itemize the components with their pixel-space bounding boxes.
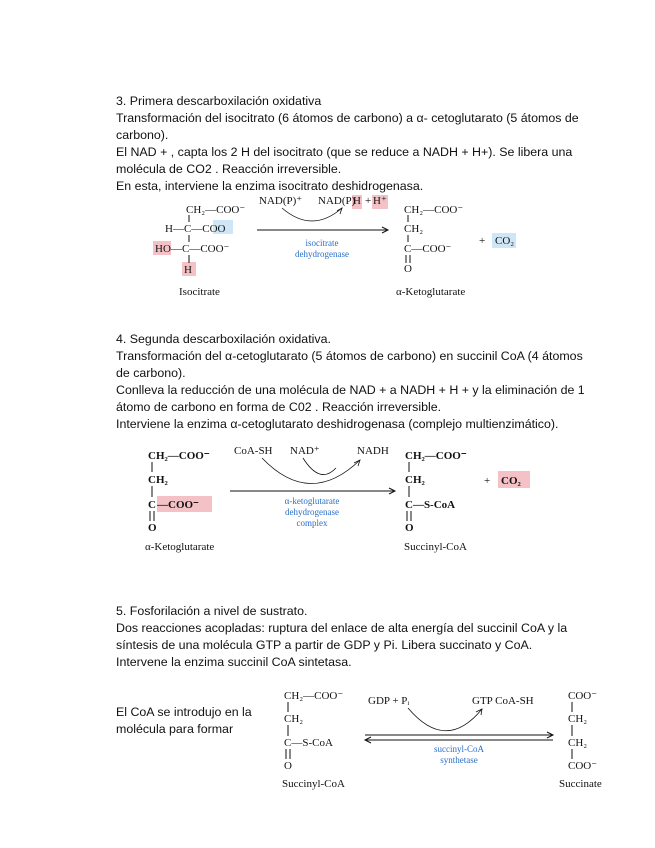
succinyl-coa-label: Succinyl-CoA [404, 541, 467, 553]
ketoglutarate-label: α-Ketoglutarate [145, 541, 215, 553]
cofactor-arc [408, 708, 482, 731]
section-4-title: 4. Segunda descarboxilación oxidativa. [116, 332, 331, 346]
arrow-head-icon [337, 208, 342, 214]
ketoglutarate-label: α-Ketoglutarate [396, 286, 466, 298]
co2-product: CO₂ [495, 235, 515, 247]
section-5-text [116, 603, 586, 671]
ketoglutarate-line-2: CH₂ [404, 223, 424, 235]
cofactor-out-a: NAD(P) [318, 195, 356, 207]
isocitrate-reaction-diagram [0, 190, 655, 305]
succinyl-coa-line-2: CH₂ [284, 713, 304, 725]
ketoglutarate-reaction-diagram [0, 440, 655, 560]
succinate-label: Succinate [559, 778, 602, 790]
cofactor-in: NAD(P)⁺ [259, 195, 303, 207]
cofactor-plus: + [365, 195, 372, 207]
section-3-title: 3. Primera descarboxilación oxidativa [116, 94, 322, 108]
succinyl-coa-line-4: O [405, 522, 414, 534]
succinate-line-1: COO⁻ [568, 690, 598, 702]
cofactor-arc [282, 208, 342, 221]
cofactor-arc [303, 458, 336, 475]
isocitrate-line-1: CH₂—COO⁻ [186, 204, 246, 216]
cofactor-in: GDP + Pᵢ [368, 695, 410, 707]
ketoglutarate-line-3b: —COO⁻ [157, 499, 199, 511]
ketoglutarate-line-1: CH₂—COO⁻ [148, 450, 210, 462]
enzyme-name-2: dehydrogenase [285, 507, 339, 517]
coa-note-text: El CoA se introdujo en la molécula para formar [116, 705, 252, 736]
section-3-line-3: En esta, interviene la enzima isocitrato deshidrogenasa. [116, 179, 424, 193]
section-5-title: 5. Fosforilación a nivel de sustrato. [116, 604, 308, 618]
succinyl-coa-reaction-diagram [0, 683, 655, 798]
succinate-line-4: COO⁻ [568, 760, 598, 772]
section-4-text [116, 331, 586, 433]
section-3-line-2: El NAD + , capta los 2 H del isocitrato (que se reduce a NADH + H+). Se libera una molécula de CO2 . Reacción irreversible. [116, 145, 573, 176]
enzyme-name-1: succinyl-CoA [434, 744, 484, 754]
isocitrate-line-2: H—C—COO [165, 223, 226, 235]
section-4-line-1: Transformación del α-cetoglutarato (5 átomos de carbono) en succinil CoA (4 átomos de carbono). [116, 349, 583, 380]
cofactor-arc [262, 458, 360, 484]
cofactor-out: GTP CoA-SH [472, 695, 534, 707]
section-4-line-2: Conlleva la reducción de una molécula de NAD + a NADH + H + y la eliminación de 1 átomo de carbono en forma de C02 . Reacción irreversible. [116, 383, 585, 414]
isocitrate-line-3a: HO [155, 243, 171, 255]
plus-sign: + [479, 235, 486, 247]
section-3-text [116, 93, 586, 195]
succinyl-coa-line-3: C—S-CoA [284, 737, 333, 749]
ketoglutarate-line-1: CH₂—COO⁻ [404, 204, 464, 216]
section-3-line-1: Transformación del isocitrato (6 átomos de carbono) a α- cetoglutarato (5 átomos de carbono). [116, 111, 579, 142]
co2-product: CO₂ [501, 475, 521, 487]
ketoglutarate-line-2: CH₂ [148, 474, 168, 486]
section-5-line-1: Dos reacciones acopladas: ruptura del enlace de alta energía del succinil CoA y la síntesis de una molécula GTP a partir de GDP y Pi. Libera succinato y CoA. [116, 621, 568, 652]
succinyl-coa-line-1: CH₂—COO⁻ [405, 450, 467, 462]
isocitrate-line-4: H [184, 264, 192, 276]
succinyl-coa-line-2: CH₂ [405, 474, 425, 486]
succinate-line-2: CH₂ [568, 713, 588, 725]
succinyl-coa-line-3: C—S-CoA [405, 499, 456, 511]
ketoglutarate-line-4: O [404, 263, 412, 275]
succinyl-coa-label: Succinyl-CoA [282, 778, 345, 790]
cofactor-nadh: NADH [357, 445, 389, 457]
ketoglutarate-line-3: C—COO⁻ [404, 243, 452, 255]
cofactor-out-h: H [353, 195, 361, 207]
cofactor-coash: CoA-SH [234, 445, 273, 457]
ketoglutarate-line-3a: C [148, 499, 156, 511]
enzyme-name-2: synthetase [440, 755, 478, 765]
cofactor-hplus: H⁺ [373, 195, 387, 207]
succinate-line-3: CH₂ [568, 737, 588, 749]
isocitrate-line-3b: —C—COO⁻ [171, 243, 230, 255]
enzyme-name-1: α-ketoglutarate [284, 496, 340, 506]
isocitrate-label: Isocitrate [179, 286, 220, 298]
section-5-line-2: Intervene la enzima succinil CoA sintetasa. [116, 655, 352, 669]
section-4-line-3: Interviene la enzima α-cetoglutarato deshidrogenasa (complejo multienzimático). [116, 417, 559, 431]
plus-sign: + [484, 475, 491, 487]
cofactor-nad: NAD⁺ [290, 445, 320, 457]
succinyl-coa-line-4: O [284, 760, 292, 772]
enzyme-name-1: isocitrate [305, 238, 339, 248]
succinyl-coa-line-1: CH₂—COO⁻ [284, 690, 344, 702]
ketoglutarate-line-4: O [148, 522, 157, 534]
enzyme-name-2: dehydrogenase [295, 249, 349, 259]
enzyme-name-3: complex [296, 518, 328, 528]
